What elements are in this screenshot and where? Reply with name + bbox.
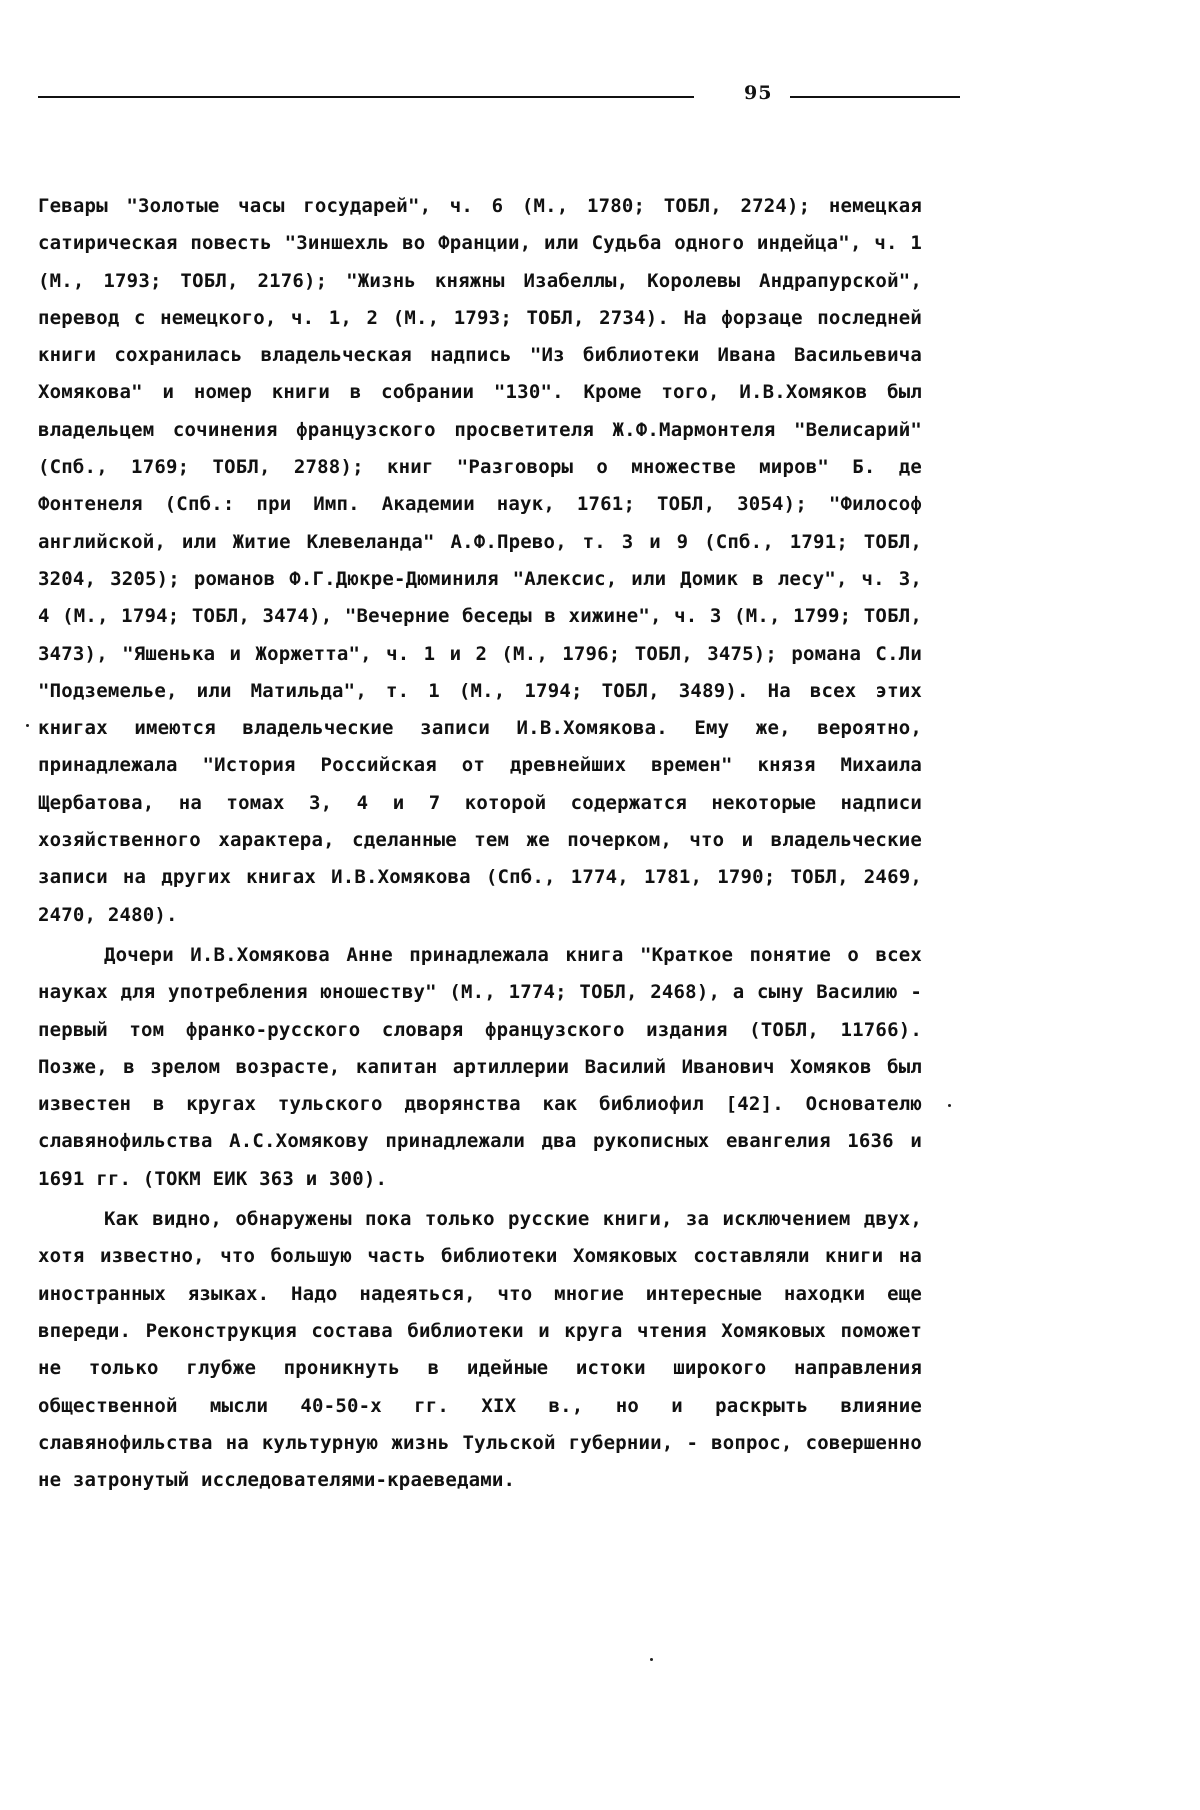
- scan-speck: [26, 724, 29, 727]
- scan-speck: [650, 1658, 653, 1661]
- paragraph-1: Гевары "Золотые часы государей", ч. 6 (М., 1780; ТОБЛ, 2724); немецкая сатирическая повесть "Зиншехль во Франции, или Судьба одного индейца", ч. 1 (М., 1793; ТОБЛ, 2176); "Жизнь княжны Изабеллы, Королевы Андрапурской", перевод с немецкого, ч. 1, 2 (М., 1793; ТОБЛ, 2734). На форзаце последней книги сохранилась владельческая надпись "Из библиотеки Ивана Васильевича Хомякова" и номер книги в собрании "130". Кроме того, И.В.Хомяков был владельцем сочинения французского просветителя Ж.Ф.Мармонтеля "Велисарий" (Спб., 1769; ТОБЛ, 2788); книг "Разговоры о множестве миров" Б. де Фонтенеля (Спб.: при Имп. Академии наук, 1761; ТОБЛ, 3054); "Философ английской, или Житие Клевеланда" А.Ф.Прево, т. 3 и 9 (Спб., 1791; ТОБЛ, 3204, 3205); романов Ф.Г.Дюкре-Дюминиля "Алексис, или Домик в лесу", ч. 3, 4 (М., 1794; ТОБЛ, 3474), "Вечерние беседы в хижине", ч. 3 (М., 1799; ТОБЛ, 3473), "Яшенька и Жоржетта", ч. 1 и 2 (М., 1796; ТОБЛ, 3475); романа С.Ли "Подземелье, или Матильда", т. 1 (М., 1794; ТОБЛ, 3489). На всех этих книгах имеются владельческие записи И.В.Хомякова. Ему же, вероятно, принадлежала "История Российская от древнейших времен" князя Михаила Щербатова, на томах 3, 4 и 7 которой содержатся некоторые надписи хозяйственного характера, сделанные тем же почерком, что и владельческие записи на других книгах И.В.Хомякова (Спб., 1774, 1781, 1790; ТОБЛ, 2469, 2470, 2480).: [38, 195, 922, 926]
- body-text: [38, 188, 922, 1499]
- page-header: [38, 82, 924, 106]
- paragraph-2: Дочери И.В.Хомякова Анне принадлежала книга "Краткое понятие о всех науках для употребления юношеству" (М., 1774; ТОБЛ, 2468), а сыну Василию - первый том франко-русского словаря французского издания (ТОБЛ, 11766). Позже, в зрелом возрасте, капитан артиллерии Василий Иванович Хомяков был известен в кругах тульского дворянства как библиофил [42]. Основателю славянофильства А.С.Хомякову принадлежали два рукописных евангелия 1636 и 1691 гг. (ТОКМ ЕИК 363 и 300).: [38, 943, 922, 1190]
- paragraph-3: Как видно, обнаружены пока только русские книги, за исключением двух, хотя известно, что большую часть библиотеки Хомяковых составляли книги на иностранных языках. Надо надеяться, что многие интересные находки еще впереди. Реконструкция состава библиотеки и круга чтения Хомяковых поможет не только глубже проникнуть в идейные истоки широкого направления общественной мысли 40-50-х гг. XIX в., но и раскрыть влияние славянофильства на культурную жизнь Тульской губернии, - вопрос, совершенно не затронутый исследователями-краеведами.: [38, 1208, 922, 1492]
- page-number: 95: [744, 82, 773, 104]
- header-rule-right: [790, 96, 960, 98]
- scan-speck: [948, 1104, 951, 1107]
- header-rule-left: [38, 96, 694, 98]
